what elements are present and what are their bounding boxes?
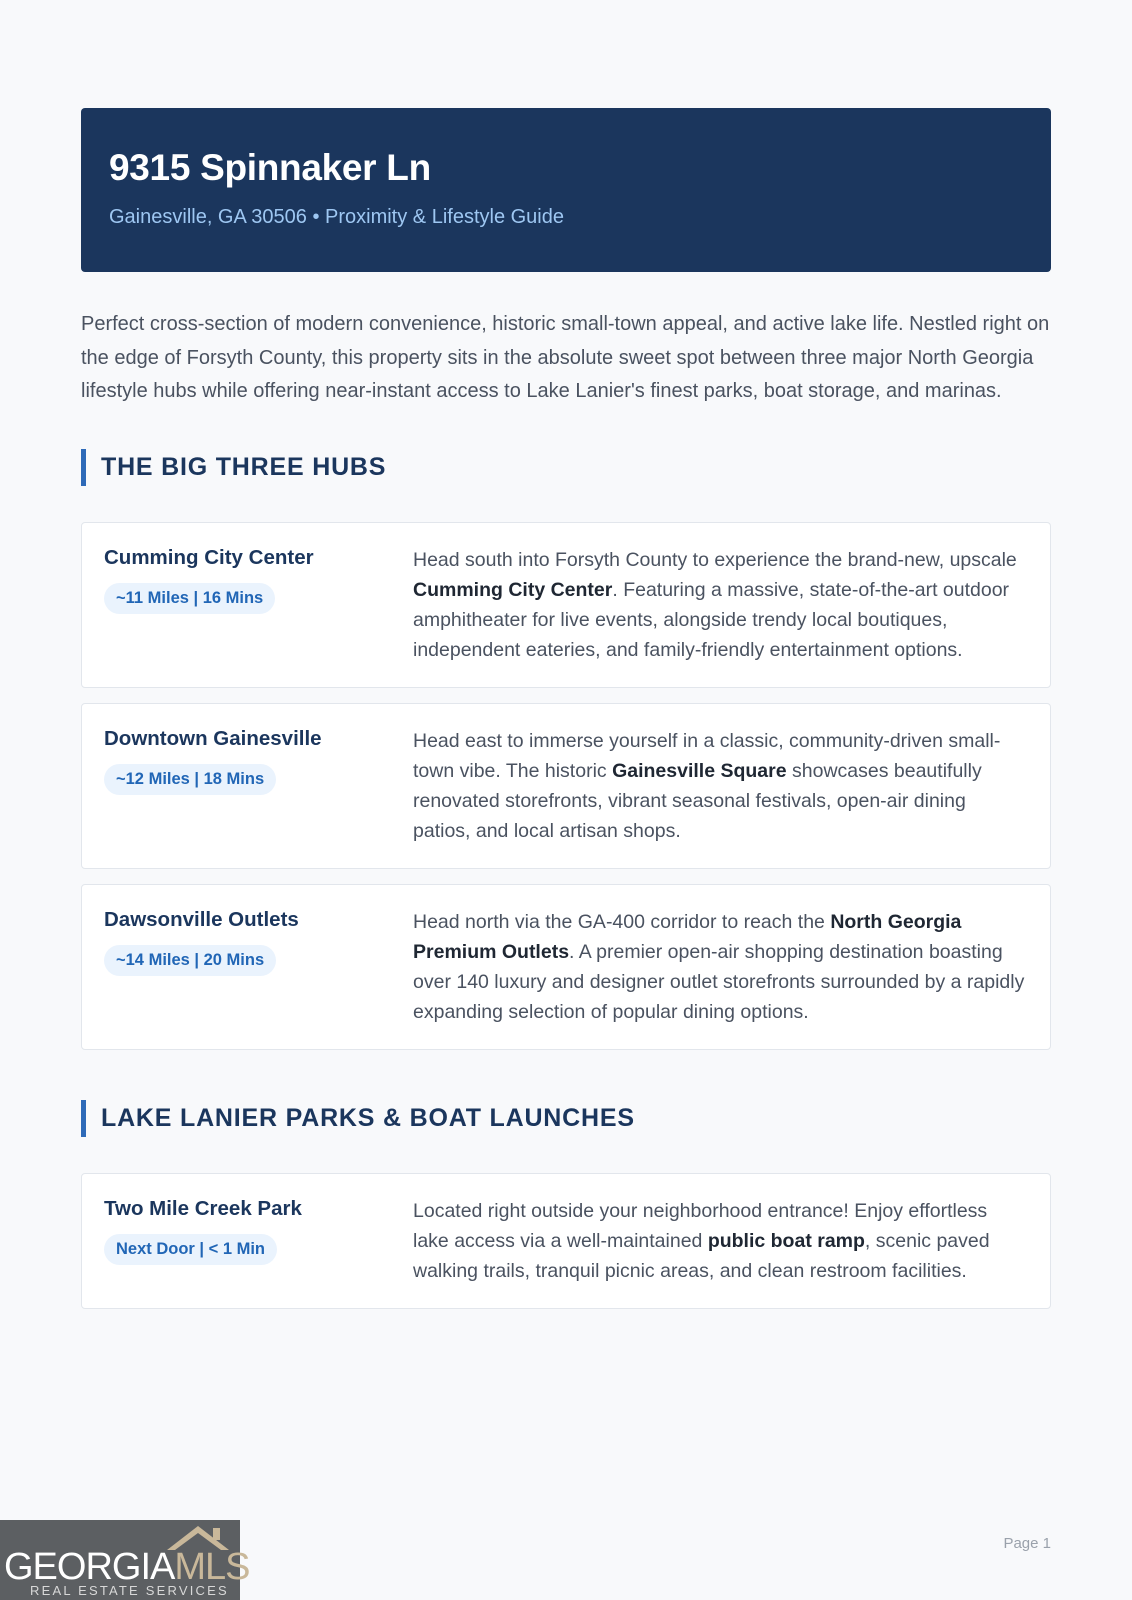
property-address-title: 9315 Spinnaker Ln [109,147,431,188]
location-card [81,884,1051,1050]
distance-badge: ~11 Miles | 16 Mins [104,583,275,614]
location-name: Dawsonville Outlets [104,907,299,931]
location-card-left [104,1196,413,1286]
description-text: Head south into Forsyth County to experience the brand-new, upscale [413,548,1017,571]
description-text: showcases beautifully renovated storefronts, vibrant seasonal festivals, open-air dining patios, and local artisan shops. [413,759,982,842]
location-card [81,703,1051,869]
logo-wordmark-accent: MLS [174,1546,250,1588]
intro-paragraph: Perfect cross-section of modern convenience, historic small-town appeal, and active lake life. Nestled right on the edge of Forsyth County, this property sits in the absolute sweet spot between three major North Georgia lifestyle hubs while offering near-instant access to Lake Lanier's finest parks, boat storage, and marinas. [81,313,1050,402]
location-description [413,545,1028,665]
description-text: Located right outside your neighborhood entrance! Enjoy effortless lake access via a well-maintained [413,1199,988,1252]
property-subtitle: Gainesville, GA 30506 • Proximity & Lifestyle Guide [109,206,564,228]
location-card-left [104,907,413,1027]
description-highlight: public boat ramp [707,1229,865,1252]
distance-badge: ~12 Miles | 18 Mins [104,764,276,795]
description-highlight: North Georgia Premium Outlets [413,910,962,963]
hubs-card-list [81,522,1051,1050]
location-card-left [104,545,413,665]
logo-wordmark-main: GEORGIA [4,1546,175,1588]
header-banner [81,108,1051,272]
location-description [413,726,1028,846]
section-title-lake-lanier-parks: LAKE LANIER PARKS & BOAT LAUNCHES [81,1100,1051,1137]
parks-card-list [81,1173,1051,1309]
logo-wordmark [4,1546,250,1588]
document-page [81,108,1051,1324]
location-card [81,1173,1051,1309]
location-name: Two Mile Creek Park [104,1196,302,1220]
distance-badge: Next Door | < 1 Min [104,1234,277,1265]
section-title-big-three-hubs: THE BIG THREE HUBS [81,449,1051,486]
georgia-mls-logo [0,1520,250,1600]
location-description [413,1196,1028,1286]
description-text: . Featuring a massive, state-of-the-art outdoor amphitheater for live events, alongside trendy local boutiques, independent eateries, and family-friendly entertainment options. [413,578,1010,661]
distance-badge: ~14 Miles | 20 Mins [104,945,276,976]
location-description [413,907,1028,1027]
description-highlight: Cumming City Center [413,578,613,601]
location-name: Cumming City Center [104,545,314,569]
description-highlight: Gainesville Square [612,759,787,782]
location-card [81,522,1051,688]
description-text: Head east to immerse yourself in a classic, community-driven small-town vibe. The historic [413,729,1001,782]
logo-tagline: REAL ESTATE SERVICES [30,1583,229,1598]
location-card-left [104,726,413,846]
description-text: , scenic paved walking trails, tranquil picnic areas, and clean restroom facilities. [413,1229,990,1282]
page-number: Page 1 [1003,1535,1051,1552]
location-name: Downtown Gainesville [104,726,322,750]
description-text: . A premier open-air shopping destination boasting over 140 luxury and designer outlet storefronts surrounded by a rapidly expanding selection of popular dining options. [413,940,1025,1023]
description-text: Head north via the GA-400 corridor to reach the [413,910,831,933]
